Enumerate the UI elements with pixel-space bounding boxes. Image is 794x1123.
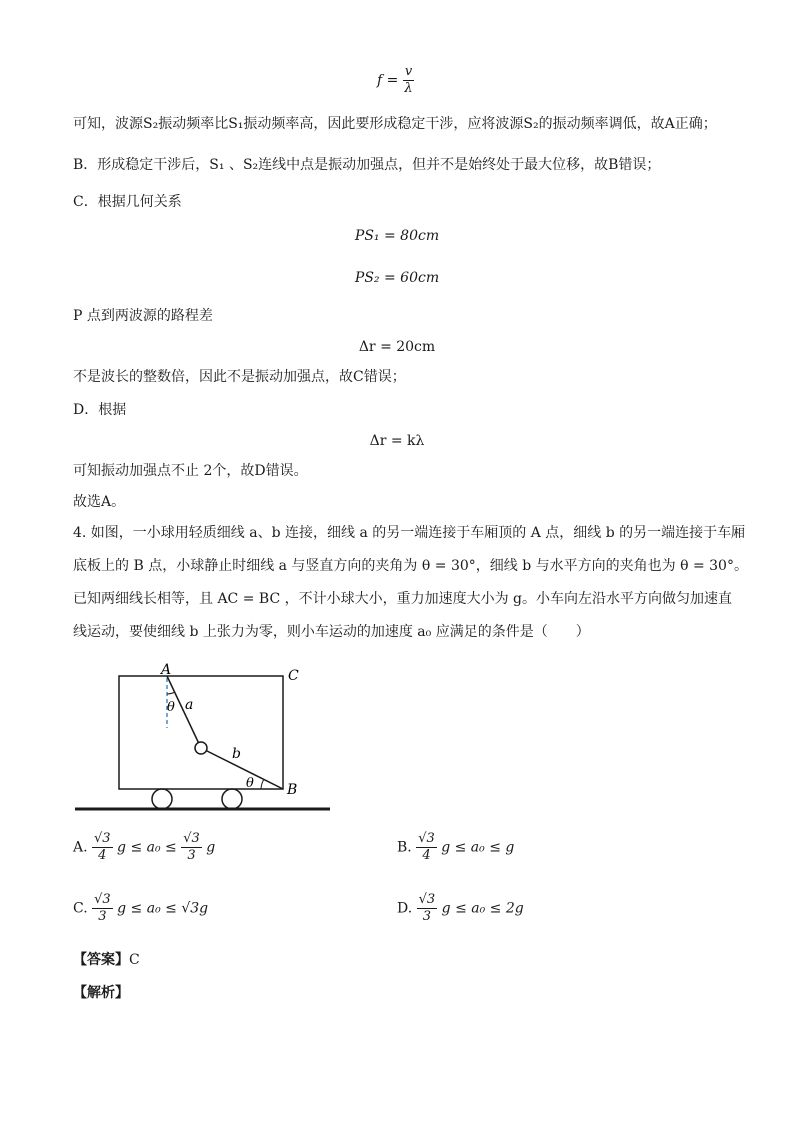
option-d-label: D.	[397, 900, 413, 917]
option-a-left-frac	[92, 831, 113, 864]
equation-delta-r: Δr = 20cm	[358, 339, 436, 355]
question-line-1: 4. 如图，一小球用轻质细线 a、b 连接，细线 a 的另一端连接于车厢顶的 A 点，细线 b 的另一端连接于车厢	[73, 525, 746, 541]
ball	[195, 742, 207, 754]
option-b[interactable]	[397, 831, 514, 864]
option-c-label: C.	[73, 900, 88, 917]
equals-sign: =	[386, 72, 403, 89]
option-a-right-den: 3	[187, 848, 196, 863]
text-line-4: P 点到两波源的路程差	[73, 308, 213, 324]
label-A: A	[161, 662, 172, 678]
option-a-tail: g	[206, 839, 216, 856]
option-a-left-num: √3	[94, 831, 111, 846]
option-c[interactable]	[73, 892, 208, 925]
label-a: a	[185, 697, 194, 713]
text-line-2: B．形成稳定干涉后，S₁ 、S₂连线中点是振动加强点，但并不是始终处于最大位移，故B错误；	[73, 157, 661, 173]
answer-tag: 【答案】	[73, 952, 129, 968]
option-c-frac	[92, 892, 113, 925]
label-theta-a: θ	[167, 700, 175, 715]
cart-box	[119, 676, 283, 789]
text-line-5: 不是波长的整数倍，因此不是振动加强点，故C错误；	[73, 369, 406, 385]
option-b-frac	[416, 831, 437, 864]
option-b-num: √3	[418, 831, 435, 846]
option-c-den: 3	[98, 909, 107, 924]
wheel-left	[152, 789, 172, 809]
option-d-frac	[417, 892, 438, 925]
option-d-num: √3	[418, 892, 436, 907]
question-line-2: 底板上的 B 点，小球静止时细线 a 与竖直方向的夹角为 θ = 30°，细线 b 与水平方向的夹角也为 θ = 30°。	[73, 558, 748, 574]
analysis-line	[73, 983, 129, 1003]
option-a[interactable]	[73, 831, 215, 864]
option-a-right-num: √3	[183, 831, 200, 846]
string-b	[201, 748, 283, 789]
answer-line	[73, 950, 140, 970]
formula-den: λ	[404, 81, 413, 96]
option-a-right-frac	[181, 831, 202, 864]
option-c-mid: g ≤ a₀ ≤ √3g	[117, 900, 209, 917]
option-a-label: A.	[73, 839, 88, 856]
label-C: C	[288, 668, 299, 684]
text-line-1: 可知，波源S₂振动频率比S₁振动频率高，因此要形成稳定干涉，应将波源S₂的振动频率调低，故A正确；	[73, 116, 717, 132]
text-line-7: 可知振动加强点不止 2个，故D错误。	[73, 463, 308, 479]
option-c-num: √3	[94, 892, 111, 907]
wheel-right	[222, 789, 242, 809]
formula-num: v	[404, 64, 413, 79]
analysis-tag: 【解析】	[73, 985, 129, 1001]
question-line-3: 已知两细线长相等，且 AC = BC ，不计小球大小，重力加速度大小为 g。小车向左沿水平方向做匀加速直	[73, 591, 733, 607]
option-b-den: 4	[422, 848, 431, 863]
option-b-label: B.	[397, 839, 412, 856]
option-b-mid: g ≤ a₀ ≤ g	[441, 839, 515, 856]
option-d-mid: g ≤ a₀ ≤ 2g	[441, 900, 524, 917]
angle-arc-b	[261, 779, 264, 789]
option-d-den: 3	[422, 909, 432, 924]
equation-ps1: PS₁ = 80cm	[354, 228, 440, 244]
option-a-mid: g ≤ a₀ ≤	[117, 839, 177, 856]
label-b: b	[232, 746, 241, 762]
option-d[interactable]	[397, 892, 524, 925]
label-theta-b: θ	[246, 776, 254, 791]
answer-value: C	[129, 952, 140, 968]
option-a-left-den: 4	[98, 848, 107, 863]
label-B: B	[287, 782, 298, 798]
question-line-4: 线运动，要使细线 b 上张力为零，则小车运动的加速度 a₀ 应满足的条件是（ ）	[73, 624, 590, 640]
text-line-6: D．根据	[73, 402, 127, 418]
equation-ps2: PS₂ = 60cm	[354, 270, 440, 286]
equation-k-lambda: Δr = kλ	[369, 433, 425, 449]
formula-lhs: f	[377, 72, 383, 89]
text-line-3: C．根据几何关系	[73, 194, 182, 210]
text-line-8: 故选A。	[73, 494, 126, 510]
angle-arc-a	[167, 692, 175, 694]
